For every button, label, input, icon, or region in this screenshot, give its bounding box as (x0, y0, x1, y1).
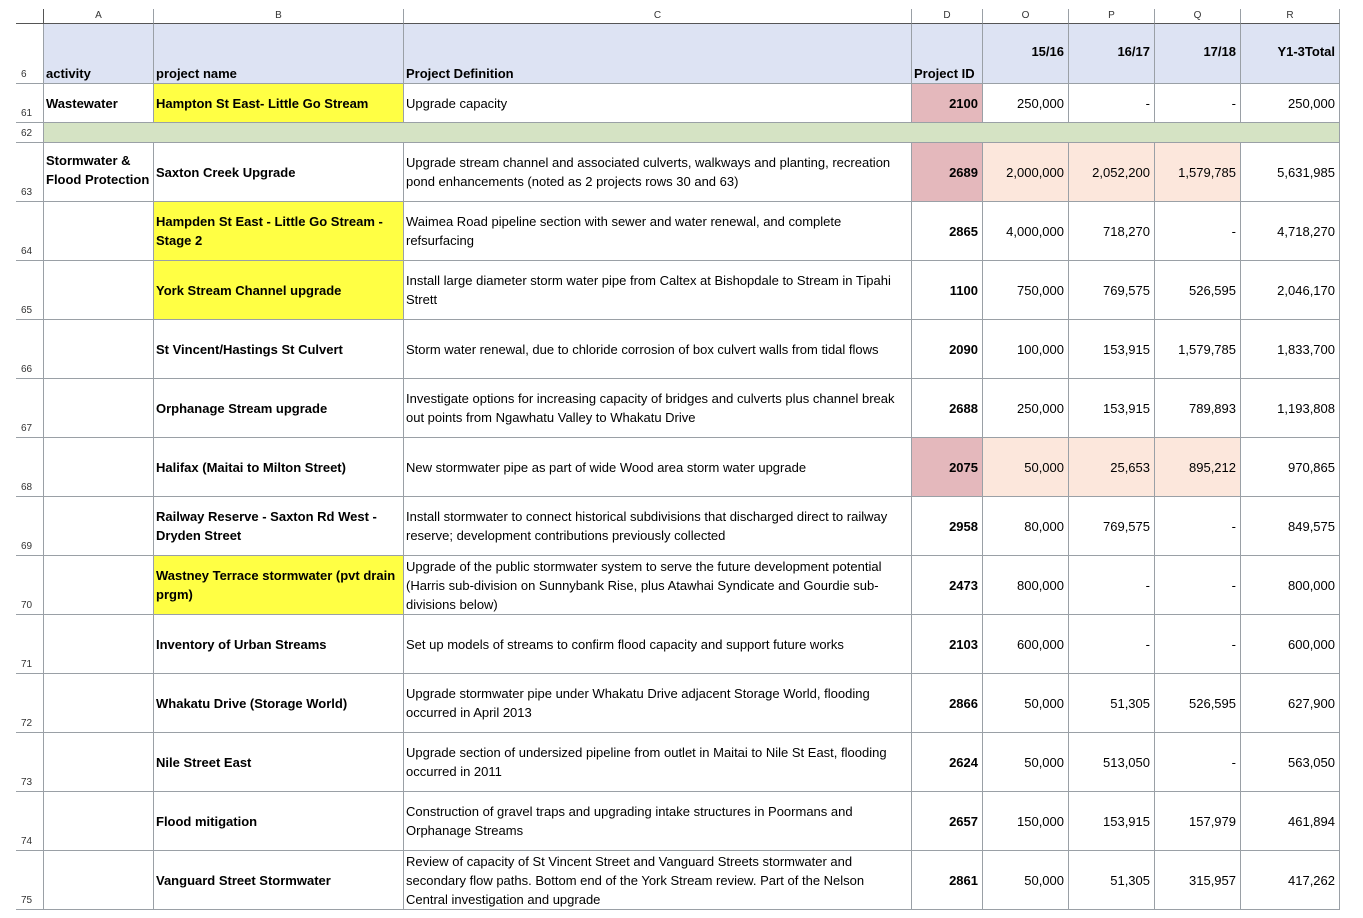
total-cell[interactable] (1241, 792, 1340, 851)
value-15-16-cell-text: 150,000 (1017, 813, 1064, 829)
value-17-18-cell[interactable] (1155, 438, 1241, 497)
project-definition-cell-text: Install stormwater to connect historical subdivisions that discharged direct to railway reserve; development contributions previously collected (406, 509, 888, 543)
project-definition-cell[interactable] (404, 438, 912, 497)
value-16-17-cell[interactable] (1069, 674, 1155, 733)
value-15-16-cell-text: 50,000 (1024, 872, 1064, 888)
row-number[interactable]: 65 (16, 261, 44, 320)
project-name-cell[interactable] (154, 261, 404, 320)
activity-cell[interactable] (44, 143, 154, 202)
header-year-17-18[interactable]: 17/18 (1155, 24, 1241, 84)
value-15-16-cell[interactable] (983, 615, 1069, 674)
project-name-cell-text: Nile Street East (156, 754, 252, 770)
project-id-cell-text: 2624 (949, 754, 978, 770)
total-cell[interactable] (1241, 143, 1340, 202)
column-header-b[interactable]: B (154, 9, 404, 24)
project-name-cell[interactable] (154, 202, 404, 261)
total-cell-text: 2,046,170 (1277, 282, 1335, 298)
project-id-cell-text: 2866 (949, 695, 978, 711)
value-17-18-cell[interactable] (1155, 261, 1241, 320)
select-all-corner[interactable] (16, 9, 44, 24)
header-project-id[interactable]: Project ID (912, 24, 983, 84)
project-id-cell[interactable] (912, 143, 983, 202)
value-17-18-cell[interactable] (1155, 733, 1241, 792)
activity-cell[interactable] (44, 202, 154, 261)
project-name-cell-text: St Vincent/Hastings St Culvert (156, 341, 343, 357)
project-id-cell-text: 2689 (949, 164, 978, 180)
project-name-cell[interactable] (154, 615, 404, 674)
row-number[interactable]: 74 (16, 792, 44, 851)
value-16-17-cell[interactable] (1069, 143, 1155, 202)
value-15-16-cell-text: 250,000 (1017, 400, 1064, 416)
header-total[interactable]: Y1-3Total (1241, 24, 1340, 84)
row-number[interactable]: 73 (16, 733, 44, 792)
row-number[interactable]: 68 (16, 438, 44, 497)
value-15-16-cell-text: 2,000,000 (1006, 164, 1064, 180)
column-header-o[interactable]: O (983, 9, 1069, 24)
total-cell[interactable] (1241, 202, 1340, 261)
activity-cell[interactable] (44, 851, 154, 910)
total-cell-text: 600,000 (1288, 636, 1335, 652)
value-16-17-cell[interactable] (1069, 792, 1155, 851)
value-17-18-cell-text: - (1231, 754, 1236, 770)
project-name-cell[interactable] (154, 143, 404, 202)
activity-cell[interactable] (44, 261, 154, 320)
project-name-cell-text: Whakatu Drive (Storage World) (156, 695, 348, 711)
project-name-cell[interactable] (154, 674, 404, 733)
column-header-r[interactable]: R (1241, 9, 1340, 24)
value-17-18-cell[interactable] (1155, 84, 1241, 123)
total-cell-text: 627,900 (1288, 695, 1335, 711)
project-id-cell-text: 2100 (949, 95, 978, 111)
value-16-17-cell[interactable] (1069, 320, 1155, 379)
value-15-16-cell-text: 100,000 (1017, 341, 1064, 357)
value-16-17-cell-text: 2,052,200 (1092, 164, 1150, 180)
activity-cell[interactable] (44, 84, 154, 123)
total-cell-text: 1,193,808 (1277, 400, 1335, 416)
project-id-cell[interactable] (912, 556, 983, 615)
value-16-17-cell[interactable] (1069, 202, 1155, 261)
project-name-cell-text: Vanguard Street Stormwater (156, 872, 331, 888)
project-definition-cell[interactable] (404, 379, 912, 438)
value-16-17-cell-text: 25,653 (1110, 459, 1150, 475)
project-id-cell[interactable] (912, 261, 983, 320)
project-definition-cell-text: New stormwater pipe as part of wide Wood area storm water upgrade (406, 459, 807, 475)
value-16-17-cell-text: 51,305 (1110, 695, 1150, 711)
row-number[interactable]: 61 (16, 84, 44, 123)
value-17-18-cell[interactable] (1155, 202, 1241, 261)
project-id-cell-text: 2865 (949, 223, 978, 239)
value-16-17-cell[interactable] (1069, 84, 1155, 123)
column-header-p[interactable]: P (1069, 9, 1155, 24)
activity-cell[interactable] (44, 497, 154, 556)
total-cell[interactable] (1241, 733, 1340, 792)
project-name-cell[interactable] (154, 556, 404, 615)
total-cell-text: 461,894 (1288, 813, 1335, 829)
project-definition-cell-text: Upgrade stormwater pipe under Whakatu Drive adjacent Storage World, flooding occurred in April 2013 (406, 686, 870, 720)
column-header-d[interactable]: D (912, 9, 983, 24)
project-id-cell[interactable] (912, 438, 983, 497)
project-definition-cell[interactable] (404, 733, 912, 792)
activity-cell[interactable] (44, 615, 154, 674)
value-16-17-cell-text: 769,575 (1103, 518, 1150, 534)
project-definition-cell-text: Upgrade stream channel and associated culverts, walkways and planting, recreation pond enhancements (noted as 2 projects rows 30 and 63) (406, 155, 891, 189)
project-id-cell[interactable] (912, 379, 983, 438)
row-number[interactable]: 64 (16, 202, 44, 261)
project-definition-cell[interactable] (404, 320, 912, 379)
value-16-17-cell-text: 769,575 (1103, 282, 1150, 298)
total-cell[interactable] (1241, 320, 1340, 379)
value-15-16-cell-text: 4,000,000 (1006, 223, 1064, 239)
value-15-16-cell[interactable] (983, 143, 1069, 202)
project-name-cell[interactable] (154, 438, 404, 497)
value-16-17-cell[interactable] (1069, 438, 1155, 497)
project-name-cell-text: York Stream Channel upgrade (156, 282, 342, 298)
value-16-17-cell-text: 51,305 (1110, 872, 1150, 888)
value-15-16-cell[interactable] (983, 320, 1069, 379)
total-cell[interactable] (1241, 497, 1340, 556)
header-activity[interactable]: activity (44, 24, 154, 84)
total-cell-text: 5,631,985 (1277, 164, 1335, 180)
value-16-17-cell[interactable] (1069, 851, 1155, 910)
project-id-cell-text: 2473 (949, 577, 978, 593)
total-cell-text: 250,000 (1288, 95, 1335, 111)
project-id-cell-text: 2688 (949, 400, 978, 416)
value-15-16-cell[interactable] (983, 674, 1069, 733)
project-id-cell-text: 2103 (949, 636, 978, 652)
column-header-a[interactable]: A (44, 9, 154, 24)
activity-cell[interactable] (44, 674, 154, 733)
value-17-18-cell[interactable] (1155, 674, 1241, 733)
row-number[interactable]: 63 (16, 143, 44, 202)
project-name-cell-text: Hampton St East- Little Go Stream (156, 95, 369, 111)
project-id-cell-text: 2090 (949, 341, 978, 357)
activity-cell-text: Wastewater (46, 95, 118, 111)
row-number[interactable]: 75 (16, 851, 44, 910)
activity-cell[interactable] (44, 320, 154, 379)
row-number[interactable]: 72 (16, 674, 44, 733)
project-name-cell[interactable] (154, 851, 404, 910)
value-15-16-cell[interactable] (983, 733, 1069, 792)
value-17-18-cell[interactable] (1155, 143, 1241, 202)
value-15-16-cell[interactable] (983, 792, 1069, 851)
header-project-definition[interactable]: Project Definition (404, 24, 912, 84)
total-cell-text: 970,865 (1288, 459, 1335, 475)
project-definition-cell-text: Install large diameter storm water pipe from Caltex at Bishopdale to Stream in Tipahi Strett (406, 273, 891, 307)
project-definition-cell-text: Set up models of streams to confirm flood capacity and support future works (406, 636, 844, 652)
project-name-cell-text: Hampden St East - Little Go Stream - Stage 2 (156, 214, 383, 248)
value-17-18-cell[interactable] (1155, 556, 1241, 615)
project-id-cell-text: 2657 (949, 813, 978, 829)
activity-cell[interactable] (44, 438, 154, 497)
activity-cell[interactable] (44, 733, 154, 792)
header-year-16-17[interactable]: 16/17 (1069, 24, 1155, 84)
activity-cell[interactable] (44, 556, 154, 615)
total-cell-text: 800,000 (1288, 577, 1335, 593)
project-id-cell-text: 2861 (949, 872, 978, 888)
project-id-cell[interactable] (912, 851, 983, 910)
total-cell[interactable] (1241, 261, 1340, 320)
value-16-17-cell[interactable] (1069, 261, 1155, 320)
project-id-cell[interactable] (912, 497, 983, 556)
project-definition-cell-text: Storm water renewal, due to chloride corrosion of box culvert walls from tidal flows (406, 341, 879, 357)
project-id-cell-text: 2958 (949, 518, 978, 534)
project-definition-cell[interactable] (404, 851, 912, 910)
project-id-cell[interactable] (912, 320, 983, 379)
project-id-cell[interactable] (912, 84, 983, 123)
project-definition-cell-text: Upgrade capacity (406, 95, 508, 111)
value-15-16-cell[interactable] (983, 556, 1069, 615)
value-17-18-cell-text: 895,212 (1189, 459, 1236, 475)
project-definition-cell-text: Investigate options for increasing capacity of bridges and culverts plus channel break out points from Ngawhatu Valley to Whakatu Drive (406, 391, 895, 425)
project-name-cell-text: Flood mitigation (156, 813, 258, 829)
value-16-17-cell-text: 153,915 (1103, 813, 1150, 829)
value-15-16-cell-text: 50,000 (1024, 459, 1064, 475)
total-cell-text: 1,833,700 (1277, 341, 1335, 357)
project-name-cell-text: Inventory of Urban Streams (156, 636, 327, 652)
value-16-17-cell-text: 153,915 (1103, 341, 1150, 357)
project-definition-cell[interactable] (404, 556, 912, 615)
project-id-cell[interactable] (912, 733, 983, 792)
project-name-cell[interactable] (154, 379, 404, 438)
total-cell-text: 4,718,270 (1277, 223, 1335, 239)
value-17-18-cell[interactable] (1155, 320, 1241, 379)
project-id-cell[interactable] (912, 674, 983, 733)
value-17-18-cell[interactable] (1155, 497, 1241, 556)
value-15-16-cell[interactable] (983, 84, 1069, 123)
project-name-cell[interactable] (154, 84, 404, 123)
value-15-16-cell-text: 750,000 (1017, 282, 1064, 298)
project-definition-cell-text: Upgrade section of undersized pipeline from outlet in Maitai to Nile St East, flooding occurred in 2011 (406, 745, 887, 779)
project-definition-cell-text: Review of capacity of St Vincent Street and Vanguard Streets stormwater and secondary flow paths. Bottom end of the York Stream review. Part of the Nelson Central investigation and upgrade (406, 853, 865, 907)
value-17-18-cell-text: 157,979 (1189, 813, 1236, 829)
project-id-cell[interactable] (912, 792, 983, 851)
value-17-18-cell-text: - (1231, 518, 1236, 534)
project-name-cell[interactable] (154, 320, 404, 379)
value-15-16-cell-text: 250,000 (1017, 95, 1064, 111)
value-17-18-cell[interactable] (1155, 851, 1241, 910)
row-number[interactable]: 62 (16, 123, 44, 143)
column-header-q[interactable]: Q (1155, 9, 1241, 24)
value-17-18-cell-text: - (1231, 577, 1236, 593)
value-16-17-cell-text: 718,270 (1103, 223, 1150, 239)
header-year-15-16[interactable]: 15/16 (983, 24, 1069, 84)
project-definition-cell-text: Waimea Road pipeline section with sewer and water renewal, and complete refsurfacing (406, 214, 842, 248)
activity-cell[interactable] (44, 379, 154, 438)
value-17-18-cell-text: 315,957 (1189, 872, 1236, 888)
project-definition-cell[interactable] (404, 792, 912, 851)
value-17-18-cell[interactable] (1155, 379, 1241, 438)
project-definition-cell-text: Construction of gravel traps and upgrading intake structures in Poormans and Orphanage Streams (406, 804, 853, 838)
value-17-18-cell-text: 789,893 (1189, 400, 1236, 416)
project-name-cell[interactable] (154, 792, 404, 851)
header-project-name[interactable]: project name (154, 24, 404, 84)
value-15-16-cell[interactable] (983, 202, 1069, 261)
value-16-17-cell-text: - (1145, 95, 1150, 111)
total-cell[interactable] (1241, 615, 1340, 674)
total-cell[interactable] (1241, 438, 1340, 497)
total-cell-text: 849,575 (1288, 518, 1335, 534)
project-id-cell[interactable] (912, 202, 983, 261)
value-17-18-cell-text: 526,595 (1189, 695, 1236, 711)
value-15-16-cell[interactable] (983, 379, 1069, 438)
project-definition-cell[interactable] (404, 84, 912, 123)
value-15-16-cell-text: 80,000 (1024, 518, 1064, 534)
value-15-16-cell-text: 800,000 (1017, 577, 1064, 593)
project-id-cell-text: 1100 (949, 282, 978, 298)
row-number[interactable]: 67 (16, 379, 44, 438)
value-17-18-cell-text: 526,595 (1189, 282, 1236, 298)
value-16-17-cell-text: 513,050 (1103, 754, 1150, 770)
value-15-16-cell-text: 600,000 (1017, 636, 1064, 652)
value-16-17-cell[interactable] (1069, 379, 1155, 438)
value-17-18-cell-text: - (1231, 223, 1236, 239)
total-cell[interactable] (1241, 379, 1340, 438)
project-name-cell-text: Orphanage Stream upgrade (156, 400, 328, 416)
value-17-18-cell-text: 1,579,785 (1178, 164, 1236, 180)
value-15-16-cell[interactable] (983, 438, 1069, 497)
value-17-18-cell-text: - (1231, 95, 1236, 111)
project-name-cell-text: Wastney Terrace stormwater (pvt drain prgm) (156, 568, 396, 602)
project-definition-cell[interactable] (404, 615, 912, 674)
value-16-17-cell[interactable] (1069, 733, 1155, 792)
value-17-18-cell-text: - (1231, 636, 1236, 652)
separator-row (44, 123, 1340, 143)
project-id-cell[interactable] (912, 615, 983, 674)
activity-cell-text: Stormwater & Flood Protection (46, 153, 150, 187)
project-definition-cell[interactable] (404, 261, 912, 320)
value-15-16-cell[interactable] (983, 497, 1069, 556)
value-16-17-cell-text: - (1145, 577, 1150, 593)
row-number[interactable]: 70 (16, 556, 44, 615)
project-name-cell-text: Railway Reserve - Saxton Rd West - Dryden Street (156, 509, 377, 543)
value-16-17-cell[interactable] (1069, 497, 1155, 556)
value-15-16-cell[interactable] (983, 261, 1069, 320)
row-number[interactable]: 71 (16, 615, 44, 674)
total-cell-text: 417,262 (1288, 872, 1335, 888)
project-name-cell[interactable] (154, 733, 404, 792)
column-header-c[interactable]: C (404, 9, 912, 24)
value-16-17-cell[interactable] (1069, 615, 1155, 674)
project-name-cell[interactable] (154, 497, 404, 556)
value-17-18-cell[interactable] (1155, 615, 1241, 674)
total-cell[interactable] (1241, 84, 1340, 123)
project-definition-cell-text: Upgrade of the public stormwater system to serve the future development potential (Harris sub-division on Sunnybank Rise, plus Atawhai Syndicate and Gourdie sub-divisions below) (406, 558, 882, 612)
row-number[interactable]: 69 (16, 497, 44, 556)
value-15-16-cell-text: 50,000 (1024, 754, 1064, 770)
value-16-17-cell[interactable] (1069, 556, 1155, 615)
project-id-cell-text: 2075 (949, 459, 978, 475)
value-17-18-cell-text: 1,579,785 (1178, 341, 1236, 357)
total-cell-text: 563,050 (1288, 754, 1335, 770)
value-15-16-cell-text: 50,000 (1024, 695, 1064, 711)
row-number[interactable]: 66 (16, 320, 44, 379)
project-definition-cell[interactable] (404, 497, 912, 556)
value-16-17-cell-text: 153,915 (1103, 400, 1150, 416)
value-16-17-cell-text: - (1145, 636, 1150, 652)
project-definition-cell[interactable] (404, 202, 912, 261)
row-number[interactable]: 6 (16, 24, 44, 84)
total-cell[interactable] (1241, 851, 1340, 910)
total-cell[interactable] (1241, 674, 1340, 733)
total-cell[interactable] (1241, 556, 1340, 615)
project-definition-cell[interactable] (404, 143, 912, 202)
activity-cell[interactable] (44, 792, 154, 851)
value-15-16-cell[interactable] (983, 851, 1069, 910)
project-name-cell-text: Halifax (Maitai to Milton Street) (156, 459, 346, 475)
project-definition-cell[interactable] (404, 674, 912, 733)
value-17-18-cell[interactable] (1155, 792, 1241, 851)
project-name-cell-text: Saxton Creek Upgrade (156, 164, 296, 180)
